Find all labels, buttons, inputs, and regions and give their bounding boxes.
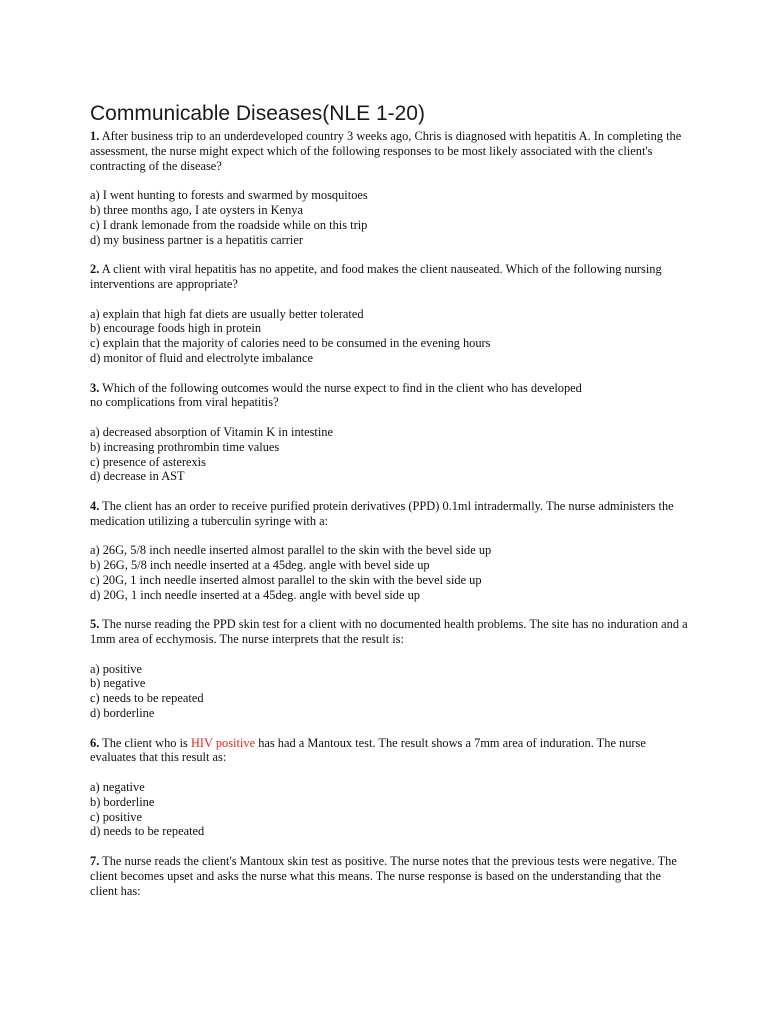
question-6-stem — [90, 736, 690, 766]
question-number: 7. — [90, 854, 100, 869]
document-title: Communicable Diseases(NLE 1-20) — [90, 102, 425, 125]
question-text: A client with viral hepatitis has no appetite, and food makes the client nauseated. Which of the following nursing interventions are appropriate? — [90, 262, 662, 291]
option-d: d) my business partner is a hepatitis carrier — [90, 232, 303, 247]
option-c: c) I drank lemonade from the roadside while on this trip — [90, 217, 368, 232]
question-number: 5. — [90, 617, 100, 632]
question-5-stem — [90, 617, 690, 647]
question-number: 1. — [90, 129, 100, 143]
option-b: b) borderline — [90, 794, 155, 809]
question-number: 2. — [90, 262, 100, 277]
option-b: b) increasing prothrombin time values — [90, 439, 280, 454]
option-a: a) 26G, 5/8 inch needle inserted almost parallel to the skin with the bevel side up — [90, 543, 492, 558]
option-b: b) encourage foods high in protein — [90, 321, 262, 336]
question-1-stem — [90, 129, 690, 173]
question-text: The client has an order to receive purified protein derivatives (PPD) 0.1ml intradermally. The nurse administers the medication utilizing a tuberculin syringe with a: — [90, 498, 674, 528]
option-d: d) needs to be repeated — [90, 824, 205, 839]
question-text-before: The client who is — [99, 735, 191, 750]
option-d: d) 20G, 1 inch needle inserted at a 45deg. angle with bevel side up — [90, 587, 420, 602]
question-6 — [90, 736, 690, 840]
question-text: The nurse reads the client's Mantoux skin test as positive. The nurse notes that the previous tests were negative. The client becomes upset and asks the nurse what this means. The nurse response is based on the understanding that the client has: — [90, 854, 677, 898]
option-a: a) decreased absorption of Vitamin K in intestine — [90, 424, 333, 439]
question-4 — [90, 499, 690, 603]
question-5-options — [90, 662, 690, 721]
question-text: After business trip to an underdeveloped country 3 weeks ago, Chris is diagnosed with hepatitis A. In completing the assessment, the nurse might expect which of the following responses to be most likely associated with the client's contracting of the disease? — [90, 129, 682, 173]
question-3-stem — [90, 381, 690, 411]
document-page — [90, 102, 690, 898]
option-d: d) borderline — [90, 706, 155, 721]
option-c: c) explain that the majority of calories need to be consumed in the evening hours — [90, 336, 491, 351]
question-number: 6. — [90, 735, 100, 750]
option-a: a) I went hunting to forests and swarmed by mosquitoes — [90, 188, 368, 203]
option-c: c) presence of asterexis — [90, 454, 206, 469]
question-1-options — [90, 188, 690, 247]
option-b: b) negative — [90, 676, 146, 691]
option-b: b) three months ago, I ate oysters in Kenya — [90, 202, 303, 217]
option-d: d) decrease in AST — [90, 469, 185, 484]
question-text-after: has had a Mantoux test. The result shows a 7mm area of induration. The nurse evaluates that this result as: — [90, 735, 646, 765]
question-number: 3. — [90, 380, 100, 395]
option-d: d) monitor of fluid and electrolyte imbalance — [90, 350, 313, 365]
question-4-options — [90, 543, 690, 602]
question-4-stem — [90, 499, 690, 529]
option-b: b) 26G, 5/8 inch needle inserted at a 45deg. angle with bevel side up — [90, 558, 430, 573]
question-number: 4. — [90, 498, 100, 513]
question-3-options — [90, 425, 690, 484]
option-c: c) needs to be repeated — [90, 691, 204, 706]
question-7-stem — [90, 854, 690, 898]
option-a: a) negative — [90, 780, 145, 795]
question-text: The nurse reading the PPD skin test for a client with no documented health problems. The site has no induration and a 1mm area of ecchymosis. The nurse interprets that the result is: — [90, 617, 688, 647]
question-2-options — [90, 307, 690, 366]
question-2 — [90, 262, 690, 366]
question-3 — [90, 381, 690, 485]
question-text: Which of the following outcomes would the nurse expect to find in the client who has developed no complications from viral hepatitis? — [90, 380, 582, 410]
option-c: c) 20G, 1 inch needle inserted almost parallel to the skin with the bevel side up — [90, 572, 482, 587]
question-7 — [90, 854, 690, 898]
question-2-stem — [90, 262, 690, 292]
option-c: c) positive — [90, 809, 142, 824]
option-a: a) positive — [90, 661, 142, 676]
hiv-positive-link[interactable]: HIV positive — [190, 735, 256, 750]
question-1 — [90, 129, 690, 247]
question-6-options — [90, 780, 690, 839]
option-a: a) explain that high fat diets are usually better tolerated — [90, 306, 364, 321]
question-5 — [90, 617, 690, 721]
